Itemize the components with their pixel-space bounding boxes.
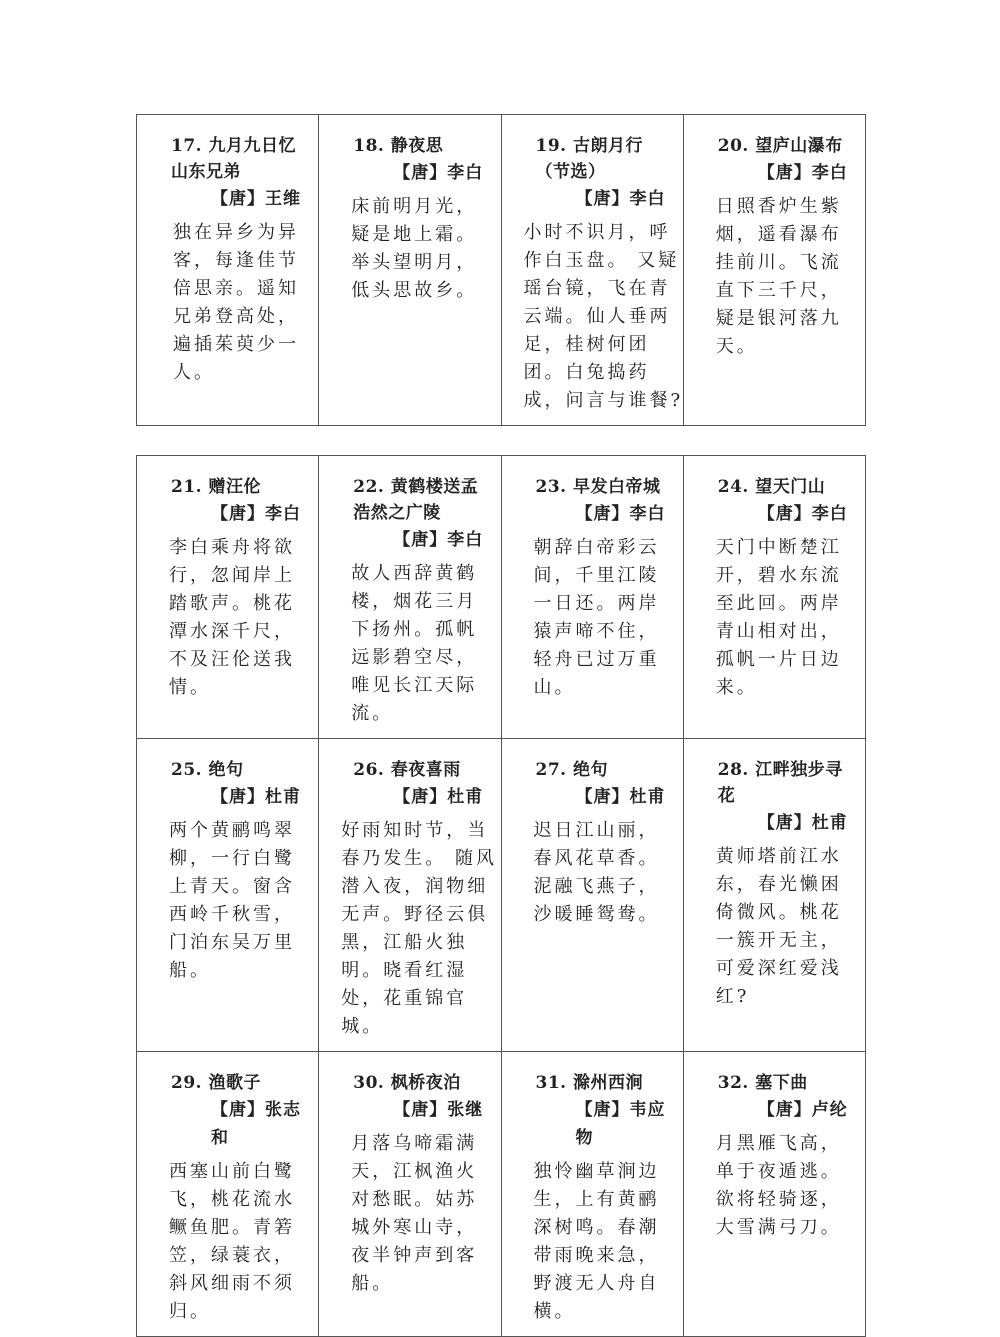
poem-text: 月落乌啼霜满天，江枫渔火对愁眠。姑苏城外寒山寺，夜半钟声到客船。 (351, 1133, 478, 1294)
poem-author: 【唐】杜甫 (211, 787, 301, 807)
poem-cell (683, 1052, 865, 1337)
poem-title: 26. 春夜喜雨 (353, 760, 461, 780)
poem-text: 独在异乡为异客，每逢佳节倍思亲。遥知兄弟登高处，遍插茱萸少一人。 (173, 222, 299, 383)
poem-cell (137, 739, 319, 1052)
poem-author: 【唐】李白 (393, 163, 484, 183)
poem-cell (683, 739, 865, 1052)
poem-cell (137, 1052, 319, 1337)
poem-title: 24. 望天门山 (717, 477, 826, 497)
poem-text: 小时不识月，呼作白玉盘。 又疑瑶台镜，飞在青云端。仙人垂两足，桂树何团团。白兔捣药成，问言与谁餐? (523, 222, 684, 411)
poem-title: 20. 望庐山瀑布 (717, 136, 843, 156)
poem-author: 【唐】卢纶 (757, 1100, 848, 1120)
poem-author: 【唐】杜甫 (575, 787, 666, 807)
poem-title: 25. 绝句 (171, 760, 244, 780)
poem-title: 27. 绝句 (535, 760, 608, 780)
poem-text: 独怜幽草涧边生，上有黄鹂深树鸣。春潮带雨晚来急，野渡无人舟自横。 (533, 1161, 660, 1322)
poem-author: 【唐】李白 (575, 189, 666, 209)
poem-author: 【唐】李白 (575, 504, 666, 524)
poem-author: 【唐】王维 (211, 189, 301, 209)
poem-text: 西塞山前白鹭飞，桃花流水鳜鱼肥。青箬笠，绿蓑衣，斜风细雨不须归。 (169, 1161, 295, 1322)
poem-title: 17. 九月九日忆山东兄弟 (171, 136, 296, 182)
poem-title: 32. 塞下曲 (717, 1073, 808, 1093)
poem-cell (501, 456, 683, 739)
poem-title: 30. 枫桥夜泊 (353, 1073, 461, 1093)
poem-cell (137, 115, 319, 426)
poem-text: 黄师塔前江水东，春光懒困倚微风。桃花一簇开无主，可爱深红爱浅红? (715, 846, 842, 1007)
poem-text: 故人西辞黄鹤楼，烟花三月下扬州。孤帆远影碧空尽，唯见长江天际流。 (351, 563, 478, 724)
poem-cell (683, 115, 865, 426)
poem-author: 【唐】李白 (757, 504, 848, 524)
poem-author: 【唐】李白 (393, 530, 484, 550)
poem-title: 31. 滁州西涧 (535, 1073, 643, 1093)
poem-cell (319, 456, 501, 739)
poem-text: 天门中断楚江开，碧水东流至此回。两岸青山相对出，孤帆一片日边来。 (715, 537, 842, 698)
poem-cell (501, 739, 683, 1052)
poem-table-1 (136, 114, 866, 426)
poem-text: 好雨知时节，当春乃发生。 随风潜入夜，润物细无声。野径云俱黑，江船火独明。晓看红湿处，花重锦官城。 (341, 820, 497, 1037)
poem-cell (319, 739, 501, 1052)
poem-cell (501, 115, 683, 426)
poem-author: 【唐】李白 (211, 504, 301, 524)
poem-text: 迟日江山丽，春风花草香。泥融飞燕子，沙暖睡鸳鸯。 (533, 820, 660, 925)
poem-author: 【唐】杜甫 (757, 813, 848, 833)
poem-author: 【唐】张继 (393, 1100, 484, 1120)
poem-text: 日照香炉生紫烟，遥看瀑布挂前川。飞流直下三千尺，疑是银河落九天。 (715, 196, 842, 357)
poem-author: 【唐】张志和 (211, 1100, 301, 1148)
poem-table-2 (136, 455, 866, 1337)
poem-cell (319, 1052, 501, 1337)
poem-text: 月黑雁飞高，单于夜遁逃。欲将轻骑逐，大雪满弓刀。 (715, 1133, 842, 1238)
poem-text: 床前明月光，疑是地上霜。举头望明月，低头思故乡。 (351, 196, 478, 301)
poem-author: 【唐】杜甫 (393, 787, 484, 807)
poem-cell (319, 115, 501, 426)
poem-author: 【唐】李白 (757, 163, 848, 183)
poem-title: 19. 古朗月行（节选） (535, 136, 643, 182)
poem-title: 22. 黄鹤楼送孟浩然之广陵 (353, 477, 479, 523)
poem-title: 23. 早发白帝城 (535, 477, 661, 497)
poem-cell (137, 456, 319, 739)
poem-text: 朝辞白帝彩云间，千里江陵一日还。两岸猿声啼不住，轻舟已过万重山。 (533, 537, 660, 698)
poem-cell (683, 456, 865, 739)
poem-title: 28. 江畔独步寻花 (717, 760, 843, 806)
poem-cell (501, 1052, 683, 1337)
poem-text: 两个黄鹂鸣翠柳，一行白鹭上青天。窗含西岭千秋雪，门泊东吴万里船。 (169, 820, 295, 981)
poem-title: 29. 渔歌子 (171, 1073, 261, 1093)
poem-title: 18. 静夜思 (353, 136, 444, 156)
poem-title: 21. 赠汪伦 (171, 477, 261, 497)
poem-text: 李白乘舟将欲行，忽闻岸上踏歌声。桃花潭水深千尺，不及汪伦送我情。 (169, 537, 295, 698)
poem-author: 【唐】韦应物 (575, 1100, 666, 1148)
